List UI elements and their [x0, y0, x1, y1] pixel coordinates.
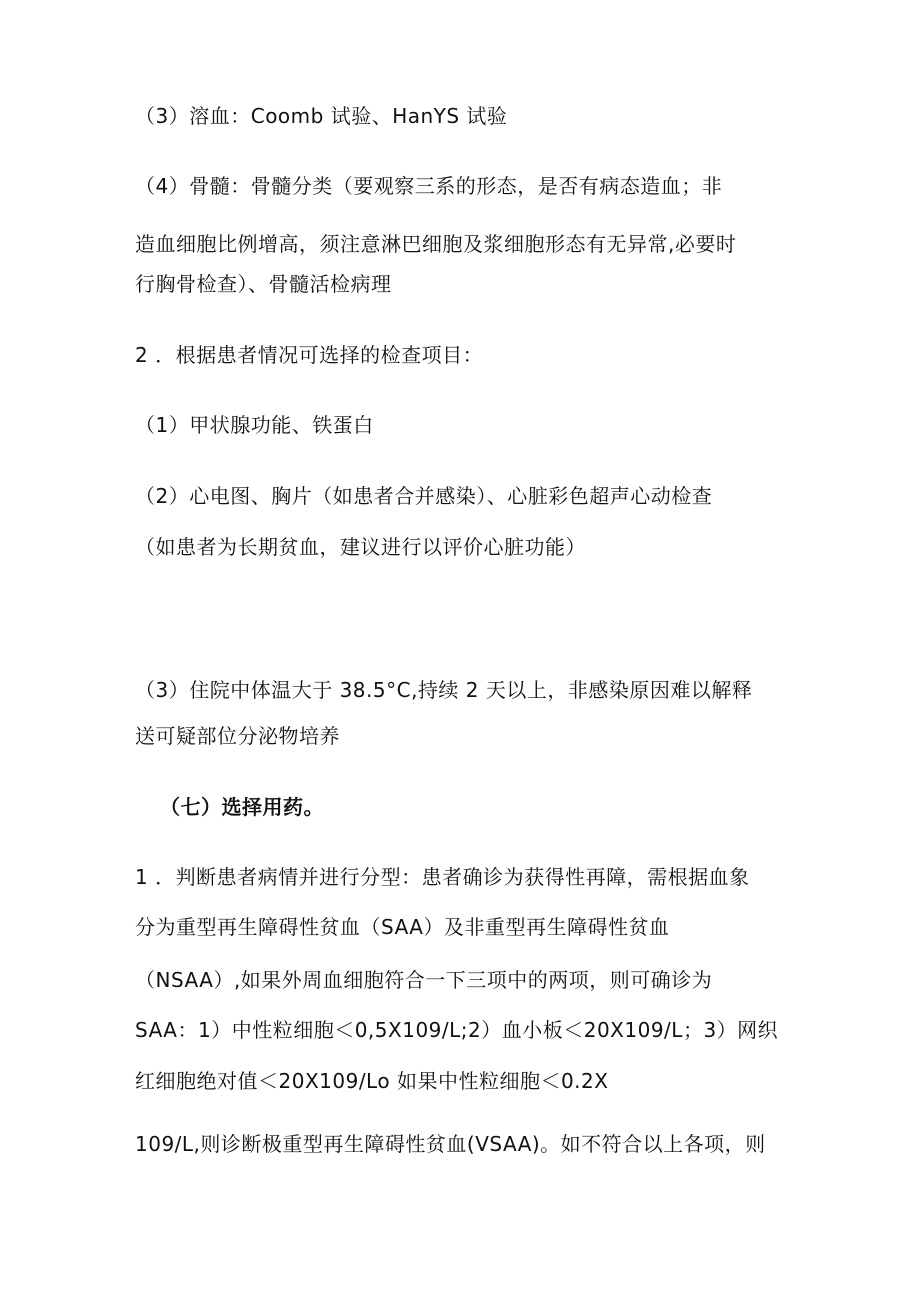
paragraph-bone-marrow-line-1: （4）骨髓：骨髓分类（要观察三系的形态，是否有病态造血；非: [135, 174, 723, 198]
paragraph-bone-marrow-line-2: 造血细胞比例增高，须注意淋巴细胞及浆细胞形态有无异常,必要时: [135, 232, 737, 256]
paragraph-bone-marrow-line-3: 行胸骨检查）、骨髓活检病理: [135, 272, 392, 296]
paragraph-classification-line-5: 红细胞绝对值＜20X109/Lo 如果中性粒细胞＜0.2X: [135, 1069, 609, 1093]
section-medication-heading: （七）选择用药。: [160, 795, 324, 819]
paragraph-hemolysis-tests: （3）溶血：Coomb 试验、HanYS 试验: [135, 104, 508, 128]
paragraph-ecg-chest-line-1: （2）心电图、胸片（如患者合并感染）、心脏彩色超声心动检查: [135, 484, 713, 508]
paragraph-classification-line-3: （NSAA）,如果外周血细胞符合一下三项中的两项，则可确诊为: [135, 968, 713, 992]
paragraph-fever-culture-line-1: （3）住院中体温大于 38.5°C,持续 2 天以上，非感染原因难以解释: [135, 678, 753, 702]
section-optional-tests-title: 2 ．根据患者情况可选择的检查项目：: [135, 343, 484, 367]
paragraph-classification-line-1: 1 ．判断患者病情并进行分型：患者确诊为获得性再障，需根据血象: [135, 865, 750, 889]
paragraph-ecg-chest-line-2: （如患者为长期贫血，建议进行以评价心脏功能）: [135, 535, 586, 559]
paragraph-thyroid-ferritin: （1）甲状腺功能、铁蛋白: [135, 413, 374, 437]
paragraph-classification-line-2: 分为重型再生障碍性贫血（SAA）及非重型再生障碍性贫血: [135, 915, 670, 939]
paragraph-fever-culture-line-2: 送可疑部位分泌物培养: [135, 724, 340, 748]
paragraph-classification-line-4: SAA：1）中性粒细胞＜0,5X109/L;2）血小板＜20X109/L；3）网织: [135, 1018, 779, 1042]
paragraph-classification-line-6: 109/L,则诊断极重型再生障碍性贫血(VSAA)。如不符合以上各项，则: [135, 1132, 766, 1156]
